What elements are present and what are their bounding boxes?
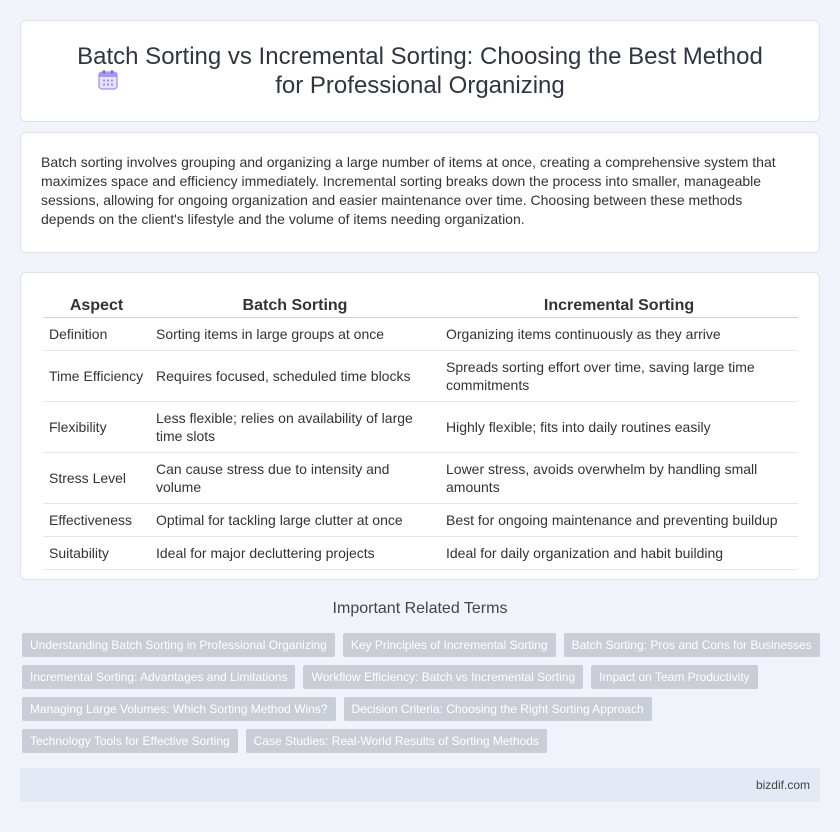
table-row [43,537,798,570]
related-term-tag[interactable]: Incremental Sorting: Advantages and Limitations [22,665,295,689]
comparison-table [43,291,798,570]
batch-cell: Optimal for tackling large clutter at once [150,504,440,537]
incremental-cell: Spreads sorting effort over time, saving large time commitments [440,351,798,402]
related-terms-list [22,633,822,753]
incremental-cell: Highly flexible; fits into daily routines easily [440,402,798,453]
table-row [43,402,798,453]
table-row [43,504,798,537]
table-header-row [43,291,798,318]
incremental-cell: Lower stress, avoids overwhelm by handling small amounts [440,453,798,504]
related-term-tag[interactable]: Case Studies: Real-World Results of Sorting Methods [246,729,547,753]
related-term-tag[interactable]: Technology Tools for Effective Sorting [22,729,238,753]
aspect-cell: Flexibility [43,402,150,453]
footer-site-link[interactable]: bizdif.com [755,778,810,792]
calendar-icon [97,69,119,91]
incremental-cell: Ideal for daily organization and habit building [440,537,798,570]
batch-cell: Can cause stress due to intensity and volume [150,453,440,504]
incremental-cell: Best for ongoing maintenance and preventing buildup [440,504,798,537]
table-row [43,453,798,504]
related-term-tag[interactable]: Batch Sorting: Pros and Cons for Businesses [564,633,820,657]
batch-cell: Less flexible; relies on availability of large time slots [150,402,440,453]
related-term-tag[interactable]: Managing Large Volumes: Which Sorting Method Wins? [22,697,336,721]
aspect-cell: Effectiveness [43,504,150,537]
related-terms-title: Important Related Terms [332,600,508,617]
title-wrap [61,42,779,100]
header-incremental-sorting: Incremental Sorting [440,291,798,318]
related-term-tag[interactable]: Decision Criteria: Choosing the Right Sorting Approach [344,697,652,721]
aspect-cell: Stress Level [43,453,150,504]
aspect-cell: Definition [43,318,150,351]
footer [20,768,820,802]
header-batch-sorting: Batch Sorting [150,291,440,318]
table-row [43,318,798,351]
related-term-tag[interactable]: Key Principles of Incremental Sorting [343,633,556,657]
batch-cell: Requires focused, scheduled time blocks [150,351,440,402]
intro-text: Batch sorting involves grouping and organizing a large number of items at once, creating a comprehensive system that maximizes space and efficiency immediately. Incremental sorting breaks down the process into smaller, manageable sessions, allowing for ongoing organization and easier maintenance over time. Choosing between these methods depends on the client's lifestyle and the volume of items needing organization. [41,154,776,227]
table-row [43,351,798,402]
page-title: Batch Sorting vs Incremental Sorting: Choosing the Best Method for Professional Organizing [77,43,763,99]
comparison-table-card [20,272,820,580]
header-aspect: Aspect [43,291,150,318]
related-term-tag[interactable]: Impact on Team Productivity [591,665,758,689]
related-term-tag[interactable]: Understanding Batch Sorting in Professional Organizing [22,633,335,657]
aspect-cell: Suitability [43,537,150,570]
intro-card [20,132,820,253]
batch-cell: Ideal for major decluttering projects [150,537,440,570]
incremental-cell: Organizing items continuously as they arrive [440,318,798,351]
related-term-tag[interactable]: Workflow Efficiency: Batch vs Incremental Sorting [303,665,583,689]
batch-cell: Sorting items in large groups at once [150,318,440,351]
aspect-cell: Time Efficiency [43,351,150,402]
header-card [20,20,820,122]
